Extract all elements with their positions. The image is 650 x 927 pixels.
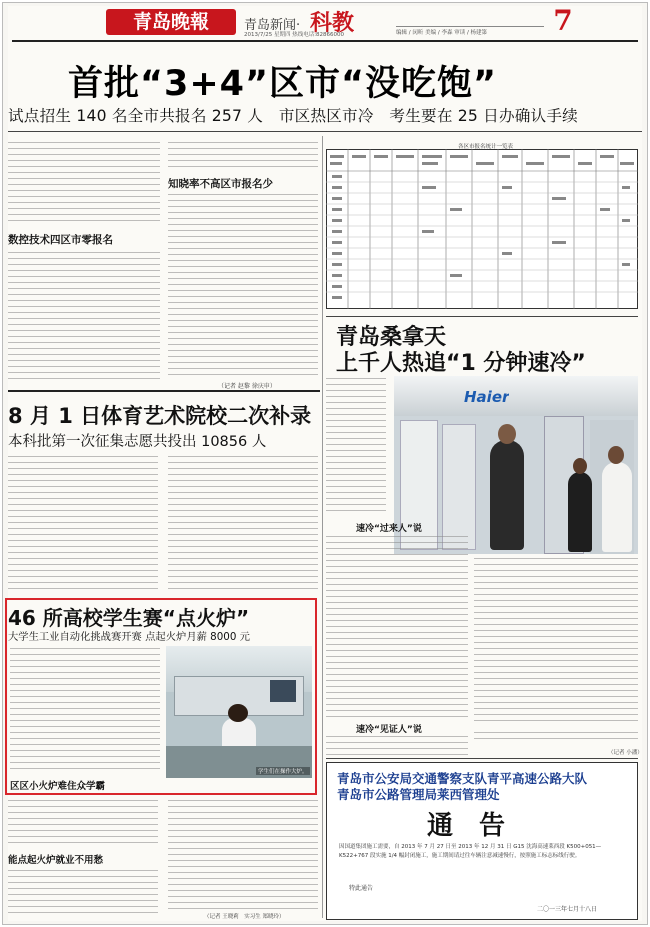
table-rule (326, 316, 638, 317)
notice-issuer-1: 青岛市公安局交通警察支队青平高速公路大队 (337, 771, 588, 786)
notice-signoff: 特此通告 (349, 885, 374, 892)
art-body-col2 (168, 456, 318, 594)
contest-body-col2 (168, 800, 318, 910)
page-number: 7 (553, 4, 573, 37)
haier-byline: （记者 小潘） (608, 750, 643, 756)
haier-body-col1 (326, 536, 468, 718)
haier-headline-2: 上千人热追“1 分钟速冷” (336, 351, 586, 376)
lead-body-col1 (8, 252, 160, 384)
lead-body-col1-top (8, 142, 160, 224)
haier-body-col2b (474, 732, 638, 744)
section-prefix: 青岛新闻· (244, 18, 301, 33)
lead-body-col2-top (168, 142, 318, 170)
lead-byline: （记者 赵黎 徐庆申） (218, 383, 276, 390)
lead-headline: 首批“3+4”区市“没吃饱” (68, 64, 498, 104)
section-title: 科教 (310, 10, 355, 36)
contest-sub-1: 区区小火炉难住众学霸 (10, 781, 106, 792)
contest-subheadline: 大学生工业自动化挑战赛开赛 点起火炉月薪 8000 元 (8, 631, 250, 643)
contest-body-lead (10, 648, 160, 772)
notice-date: 二〇一三年七月十八日 (537, 906, 598, 913)
haier-body-lead (326, 378, 386, 516)
masthead-logo: 青岛晚報 (106, 9, 236, 35)
haier-sub-2: 速冷“见证人”说 (356, 725, 422, 735)
art-top-rule (8, 390, 320, 392)
art-headline: 8 月 1 日体育艺术院校二次补录 (8, 404, 312, 428)
haier-body-col1b (326, 736, 468, 758)
contest-sub-2: 能点起火炉就业不用愁 (8, 855, 104, 866)
traffic-notice (326, 762, 638, 920)
notice-title: 通 告 (427, 811, 506, 841)
table-caption: 各区市报名统计一览表 (458, 144, 514, 150)
notice-issuer-2: 青岛市公路管理局莱西管理处 (337, 787, 500, 802)
haier-rule (326, 758, 638, 759)
contest-body-col1b (8, 870, 158, 916)
art-body-col1 (8, 456, 158, 594)
masthead-meta: 2013/7/25 星期四 热线电话:82866000 (244, 32, 345, 38)
masthead-rule (12, 40, 638, 42)
haier-brand: Haier (464, 388, 510, 406)
contest-photo-caption: 学生们在操作大炉。 (258, 769, 308, 775)
notice-body: 因国道集团施工需要，自 2013 年 7 月 27 日至 2013 年 12 月 31 日 G15 沈海高速莱西段 K500+051—K522+767 段实施 1/4 幅封闭施工，施工期间请过往车辆注意减速慢行，按照施工标志标线行驶。 (339, 844, 602, 859)
haier-sub-1: 速冷“过来人”说 (356, 524, 422, 534)
lead-subheadline: 试点招生 140 名全市共报名 257 人 市区热区市冷 考生要在 25 日办确认手续 (8, 107, 578, 125)
lead-sub-2: 知晓率不高区市报名少 (168, 178, 273, 190)
newspaper-page (8, 6, 642, 921)
column-divider (322, 136, 323, 918)
store-photo (394, 376, 638, 554)
haier-body-col2 (474, 558, 638, 726)
statistics-table (326, 149, 638, 309)
lead-sub-1: 数控技术四区市零报名 (8, 234, 113, 246)
haier-headline-1: 青岛桑拿天 (336, 325, 447, 350)
contest-headline: 46 所高校学生赛“点火炉” (8, 606, 250, 630)
art-subheadline: 本科批第一次征集志愿共投出 10856 人 (8, 434, 267, 450)
editors-line: 编辑 / 闵昕 美编 / 李森 审读 / 杨建第 (396, 26, 544, 36)
contest-photo (166, 646, 312, 778)
contest-byline: （记者 王晓莉 实习生 郑晓玲） (204, 914, 285, 920)
lead-rule (8, 131, 642, 132)
contest-body-col1 (8, 800, 158, 844)
lead-body-col2 (168, 194, 318, 378)
